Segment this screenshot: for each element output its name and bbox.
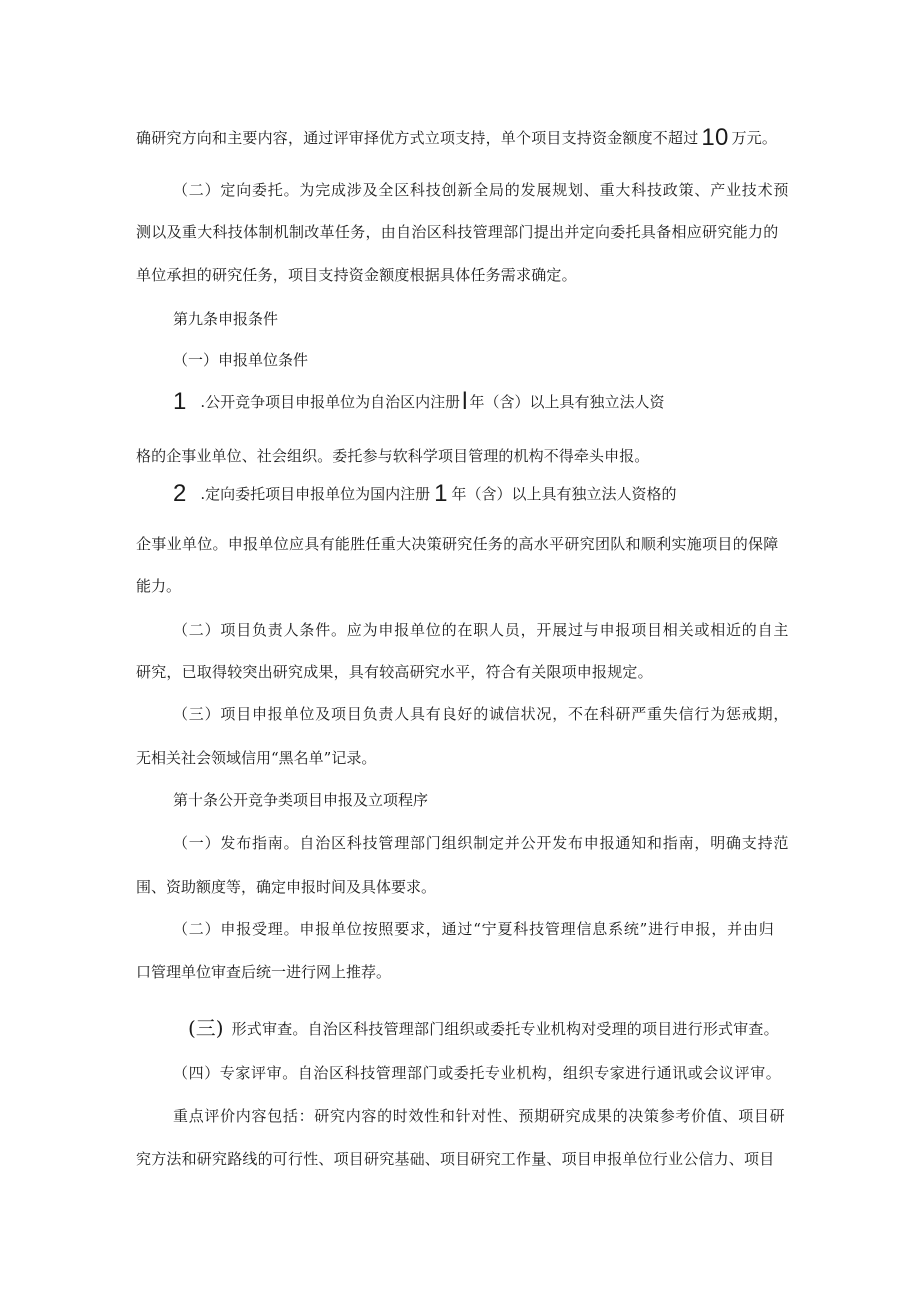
numbered-item: [173, 480, 677, 507]
paragraph-line: 企事业单位。申报单位应具有能胜任重大决策研究任务的高水平研究团队和顺利实施项目的保障: [136, 535, 779, 553]
text-run: 年（含）以上具有独立法人资: [469, 393, 665, 411]
paragraph-line: 格的企事业单位、社会组织。委托参与软科学项目管理的机构不得牵头申报。: [136, 447, 650, 465]
paragraph-line: （二）定向委托。为完成涉及全区科技创新全局的发展规划、重大科技政策、产业技术预: [173, 181, 790, 199]
text-run: 年（含）以上具有独立法人资格的: [451, 485, 677, 503]
section-heading: 第九条申报条件: [173, 310, 279, 328]
item-number: 2: [173, 480, 187, 507]
paragraph-line: （二）项目负责人条件。应为申报单位的在职人员，开展过与申报项目相关或相近的自主: [173, 621, 790, 639]
text-run: 确研究方向和主要内容，通过评审择优方式立项支持，单个项目支持资金额度不超过: [136, 129, 699, 147]
text-run: .定向委托项目申报单位为国内注册: [200, 485, 431, 503]
paragraph-line: 研究，已取得较突出研究成果，具有较高研究水平，符合有关限项申报规定。: [136, 663, 653, 681]
item-number: 1: [173, 388, 187, 415]
paragraph-line: （四）专家评审。自治区科技管理部门或委托专业机构，组织专家进行通讯或会议评审。: [173, 1064, 782, 1082]
paragraph-line: （一）发布指南。自治区科技管理部门组织制定并公开发布申报通知和指南，明确支持范: [173, 834, 790, 852]
subsection-heading: （一）申报单位条件: [173, 351, 309, 369]
paragraph-line: 能力。: [136, 577, 182, 595]
paragraph-line: 口管理单位审查后统一进行网上推荐。: [136, 963, 392, 981]
paragraph-line: （二）申报受理。申报单位按照要求，通过“宁夏科技管理信息系统”进行申报，并由归: [173, 920, 775, 938]
numbered-item: [173, 388, 665, 415]
amount-number: 10: [701, 124, 729, 151]
text-run: .公开竞争项目申报单位为自治区内注册: [200, 393, 461, 411]
paragraph-line: 重点评价内容包括：研究内容的时效性和针对性、预期研究成果的决策参考价值、项目研: [173, 1107, 786, 1125]
paragraph-line: [188, 1017, 779, 1040]
year-number: 1: [434, 480, 448, 507]
paragraph-line: 围、资助额度等，确定申报时间及具体要求。: [136, 878, 437, 896]
text-line: [136, 124, 778, 151]
paragraph-line: （三）项目申报单位及项目负责人具有良好的诚信状况，不在科研严重失信行为惩戒期，: [173, 705, 790, 723]
section-heading: 第十条公开竞争类项目申报及立项程序: [173, 791, 429, 809]
text-run: 万元。: [731, 129, 778, 147]
paragraph-line: 单位承担的研究任务，项目支持资金额度根据具体任务需求确定。: [136, 266, 577, 284]
paragraph-line: 无相关社会领域信用“黑名单”记录。: [136, 749, 377, 767]
paragraph-line: 究方法和研究路线的可行性、项目研究基础、项目研究工作量、项目申报单位行业公信力、项目: [136, 1150, 775, 1168]
item-marker: (三): [188, 1016, 224, 1040]
text-run: 形式审查。自治区科技管理部门组织或委托专业机构对受理的项目进行形式审查。: [231, 1020, 779, 1038]
paragraph-line: 测以及重大科技体制机制改革任务，由自治区科技管理部门提出并定向委托具备相应研究能力的: [136, 223, 779, 241]
year-number: l: [462, 388, 468, 415]
